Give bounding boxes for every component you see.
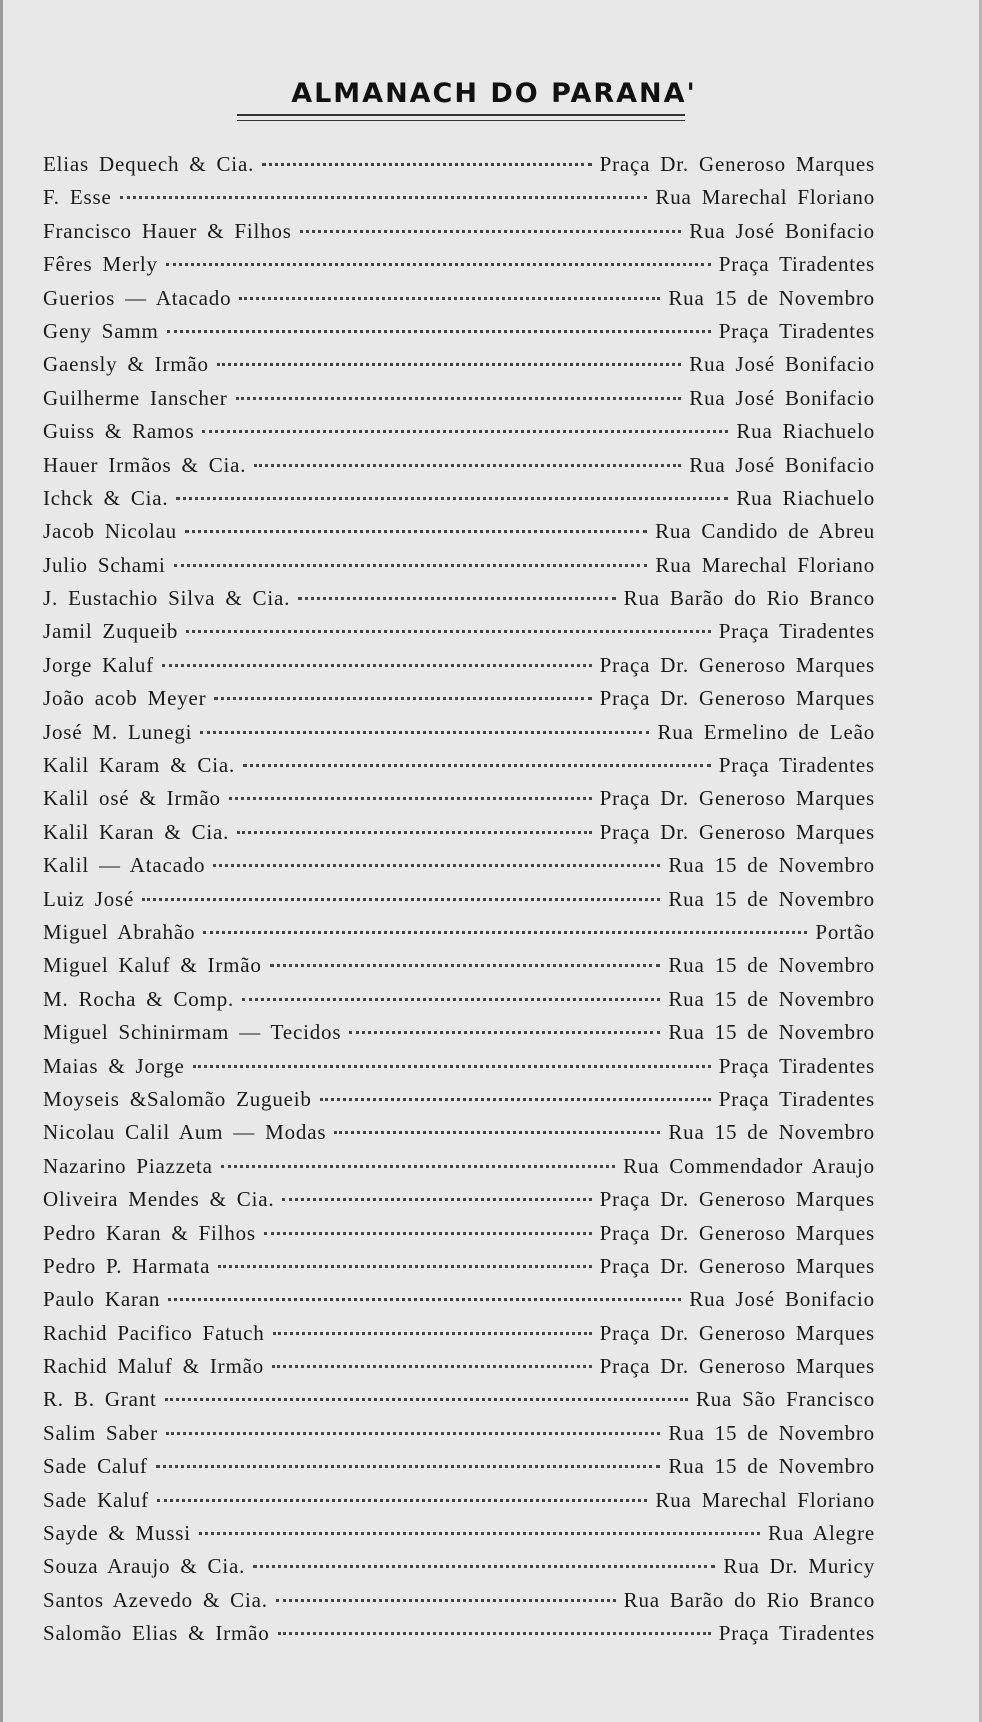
dot-leader (203, 931, 807, 934)
dot-leader (186, 630, 711, 633)
directory-entry (43, 1321, 875, 1354)
dot-leader (264, 1232, 592, 1235)
directory-entry (43, 419, 875, 452)
entry-address: Rua 15 de Novembro (668, 953, 875, 978)
directory-entry (43, 1020, 875, 1053)
entry-address: Rua 15 de Novembro (668, 853, 875, 878)
entry-address: Rua Marechal Floriano (655, 185, 875, 210)
directory-entry (43, 519, 875, 552)
entry-name: Kalil osé & Irmão (43, 786, 221, 811)
entry-name: Pedro P. Harmata (43, 1253, 211, 1278)
dot-leader (157, 1499, 648, 1502)
directory-entry (43, 386, 875, 419)
directory-entry (43, 286, 875, 319)
directory-entry (43, 319, 875, 352)
entry-name: Guerios — Atacado (43, 285, 232, 310)
dot-leader (200, 731, 649, 734)
entry-name: Jamil Zuqueib (43, 619, 179, 644)
entry-name: Paulo Karan (43, 1287, 161, 1312)
entry-name: Guilherme Ianscher (43, 385, 228, 410)
entry-address: Rua Ermelino de Leão (657, 719, 875, 744)
directory-entry (43, 586, 875, 619)
dot-leader (202, 430, 728, 433)
entry-name: Hauer Irmãos & Cia. (43, 452, 247, 477)
directory-entry (43, 987, 875, 1020)
directory-entry (43, 1254, 875, 1287)
directory-entry (43, 920, 875, 953)
entry-address: Rua São Francisco (695, 1387, 875, 1412)
entry-name: Jorge Kaluf (43, 652, 154, 677)
dot-leader (167, 330, 711, 333)
dot-leader (176, 497, 728, 500)
directory-entry (43, 720, 875, 753)
dot-leader (298, 597, 615, 600)
dot-leader (199, 1532, 760, 1535)
directory-list (43, 152, 875, 1655)
entry-name: Rachid Pacifico Fatuch (43, 1320, 265, 1345)
dot-leader (142, 898, 660, 901)
directory-entry (43, 1588, 875, 1621)
entry-name: Souza Araujo & Cia. (43, 1554, 246, 1579)
entry-name: Maias & Jorge (43, 1053, 185, 1078)
entry-name: Guiss & Ramos (43, 419, 195, 444)
entry-name: Pedro Karan & Filhos (43, 1220, 256, 1245)
directory-entry (43, 553, 875, 586)
page-title: ALMANACH DO PARANA' (291, 78, 697, 109)
directory-entry (43, 252, 875, 285)
entry-address: Rua José Bonifacio (689, 218, 875, 243)
directory-entry (43, 185, 875, 218)
dot-leader (349, 1031, 660, 1034)
directory-entry (43, 1521, 875, 1554)
directory-entry (43, 820, 875, 853)
dot-leader (193, 1065, 711, 1068)
dot-leader (253, 1565, 715, 1568)
entry-name: Luiz José (43, 886, 135, 911)
dot-leader (262, 163, 591, 166)
entry-name: J. Eustachio Silva & Cia. (43, 586, 291, 611)
entry-address: Rua 15 de Novembro (668, 1420, 875, 1445)
directory-entry (43, 1387, 875, 1420)
entry-address: Rua José Bonifacio (689, 352, 875, 377)
directory-entry (43, 786, 875, 819)
entry-address: Praça Tiradentes (718, 1053, 875, 1078)
directory-entry (43, 653, 875, 686)
entry-address: Rua Riachuelo (736, 419, 875, 444)
entry-address: Rua Marechal Floriano (655, 552, 875, 577)
entry-name: Kalil — Atacado (43, 853, 206, 878)
entry-name: Francisco Hauer & Filhos (43, 218, 292, 243)
entry-address: Rua Dr. Muricy (723, 1554, 875, 1579)
entry-address: Praça Tiradentes (718, 1086, 875, 1111)
directory-entry (43, 219, 875, 252)
dot-leader (300, 230, 682, 233)
entry-address: Praça Dr. Generoso Marques (599, 1320, 875, 1345)
directory-entry (43, 1287, 875, 1320)
entry-name: R. B. Grant (43, 1387, 157, 1412)
entry-name: Salim Saber (43, 1420, 158, 1445)
entry-name: Santos Azevedo & Cia. (43, 1587, 268, 1612)
entry-address: Praça Tiradentes (718, 252, 875, 277)
directory-entry (43, 1187, 875, 1220)
directory-entry (43, 453, 875, 486)
directory-entry (43, 486, 875, 519)
directory-entry (43, 1120, 875, 1153)
dot-leader (213, 864, 660, 867)
entry-name: Salomão Elias & Irmão (43, 1621, 270, 1646)
directory-entry (43, 686, 875, 719)
entry-address: Rua 15 de Novembro (668, 886, 875, 911)
entry-name: Miguel Schinirmam — Tecidos (43, 1020, 342, 1045)
directory-entry (43, 1054, 875, 1087)
entry-address: Rua José Bonifacio (689, 1287, 875, 1312)
entry-address: Rua Commendador Araujo (623, 1153, 875, 1178)
dot-leader (334, 1131, 660, 1134)
entry-name: Oliveira Mendes & Cia. (43, 1187, 275, 1212)
entry-address: Praça Tiradentes (718, 619, 875, 644)
entry-name: Miguel Kaluf & Irmão (43, 953, 262, 978)
entry-name: Geny Samm (43, 318, 159, 343)
dot-leader (270, 964, 661, 967)
dot-leader (165, 1398, 688, 1401)
directory-entry (43, 1087, 875, 1120)
entry-address: Rua Candido de Abreu (655, 519, 875, 544)
dot-leader (166, 1432, 661, 1435)
entry-name: Rachid Maluf & Irmão (43, 1354, 265, 1379)
entry-address: Praça Dr. Generoso Marques (599, 686, 875, 711)
dot-leader (239, 297, 660, 300)
entry-address: Praça Tiradentes (718, 1621, 875, 1646)
directory-entry (43, 1154, 875, 1187)
dot-leader (237, 831, 591, 834)
dot-leader (218, 1265, 591, 1268)
dot-leader (168, 1298, 681, 1301)
entry-address: Portão (815, 919, 875, 944)
entry-name: João acob Meyer (43, 686, 207, 711)
entry-name: José M. Lunegi (43, 719, 193, 744)
directory-entry (43, 1488, 875, 1521)
entry-address: Praça Dr. Generoso Marques (599, 1354, 875, 1379)
entry-address: Rua 15 de Novembro (668, 285, 875, 310)
directory-entry (43, 1421, 875, 1454)
entry-address: Rua Barão do Rio Branco (623, 586, 875, 611)
entry-name: F. Esse (43, 185, 112, 210)
entry-name: Sade Caluf (43, 1454, 148, 1479)
entry-name: Ichck & Cia. (43, 485, 169, 510)
directory-entry (43, 1454, 875, 1487)
entry-name: Jacob Nicolau (43, 519, 177, 544)
dot-leader (276, 1599, 616, 1602)
entry-address: Rua 15 de Novembro (668, 1120, 875, 1145)
entry-name: Elias Dequech & Cia. (43, 152, 255, 176)
dot-leader (221, 1165, 615, 1168)
dot-leader (282, 1198, 591, 1201)
entry-address: Rua Barão do Rio Branco (623, 1587, 875, 1612)
entry-name: Julio Schami (43, 552, 166, 577)
dot-leader (254, 464, 681, 467)
entry-address: Rua José Bonifacio (689, 385, 875, 410)
dot-leader (174, 564, 648, 567)
dot-leader (156, 1465, 661, 1468)
entry-address: Praça Dr. Generoso Marques (599, 152, 875, 176)
dot-leader (273, 1332, 592, 1335)
entry-name: Nazarino Piazzeta (43, 1153, 213, 1178)
entry-name: Gaensly & Irmão (43, 352, 209, 377)
dot-leader (236, 397, 682, 400)
dot-leader (242, 998, 660, 1001)
dot-leader (166, 263, 711, 266)
dot-leader (162, 664, 592, 667)
title-underline (237, 114, 685, 121)
entry-address: Praça Dr. Generoso Marques (599, 652, 875, 677)
entry-address: Rua Marechal Floriano (655, 1487, 875, 1512)
entry-address: Praça Dr. Generoso Marques (599, 1220, 875, 1245)
dot-leader (320, 1098, 711, 1101)
entry-name: Sayde & Mussi (43, 1521, 191, 1546)
entry-address: Praça Dr. Generoso Marques (599, 819, 875, 844)
dot-leader (272, 1365, 592, 1368)
entry-name: Sade Kaluf (43, 1487, 149, 1512)
entry-name: Kalil Karan & Cia. (43, 819, 230, 844)
dot-leader (214, 697, 591, 700)
entry-address: Praça Tiradentes (718, 753, 875, 778)
entry-address: Rua 15 de Novembro (668, 986, 875, 1011)
directory-entry (43, 753, 875, 786)
entry-name: Fêres Merly (43, 252, 158, 277)
entry-name: Miguel Abrahão (43, 919, 196, 944)
dot-leader (229, 797, 592, 800)
entry-address: Praça Dr. Generoso Marques (599, 1253, 875, 1278)
entry-name: Moyseis &Salomão Zugueib (43, 1086, 312, 1111)
entry-address: Rua 15 de Novembro (668, 1020, 875, 1045)
dot-leader (120, 196, 648, 199)
directory-entry (43, 1354, 875, 1387)
entry-address: Rua 15 de Novembro (668, 1454, 875, 1479)
entry-name: Nicolau Calil Aum — Modas (43, 1120, 327, 1145)
directory-entry (43, 619, 875, 652)
entry-address: Praça Dr. Generoso Marques (599, 1187, 875, 1212)
directory-entry (43, 887, 875, 920)
dot-leader (278, 1632, 711, 1635)
entry-name: Kalil Karam & Cia. (43, 753, 236, 778)
entry-address: Rua Riachuelo (736, 485, 875, 510)
entry-address: Rua José Bonifacio (689, 452, 875, 477)
directory-entry (43, 953, 875, 986)
dot-leader (217, 363, 681, 366)
directory-entry (43, 853, 875, 886)
directory-entry (43, 352, 875, 385)
directory-entry (43, 1221, 875, 1254)
directory-entry (43, 152, 875, 185)
entry-address: Rua Alegre (767, 1521, 875, 1546)
directory-entry (43, 1621, 875, 1654)
entry-address: Praça Dr. Generoso Marques (599, 786, 875, 811)
entry-address: Praça Tiradentes (718, 318, 875, 343)
directory-entry (43, 1554, 875, 1587)
entry-name: M. Rocha & Comp. (43, 986, 235, 1011)
dot-leader (185, 530, 647, 533)
dot-leader (243, 764, 711, 767)
